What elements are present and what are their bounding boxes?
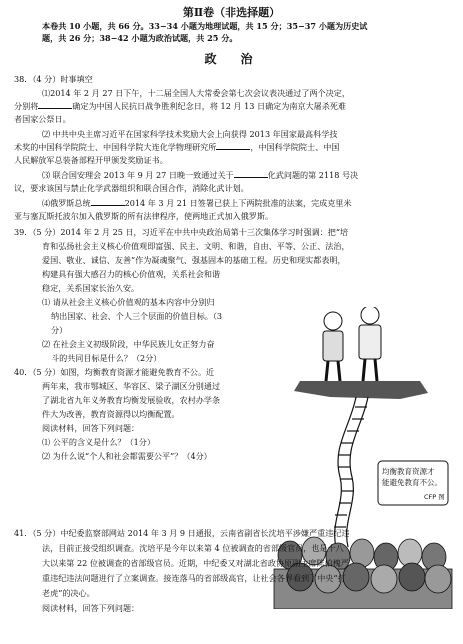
section-title: 政 治: [204, 52, 259, 66]
q38-3-line-2: 议，要求该国与禁止化学武器组织和联合国合作，消除化武计划。: [14, 183, 249, 193]
q40-line-6: ⑴ 公平的含义是什么？（1分）: [42, 437, 155, 447]
intro-line-1: 本卷共 10 小题，共 66 分。33−34 小题为地理试题，共 15 分；35−37 小题为历史试: [42, 21, 368, 31]
q38-3-line-1: [42, 170, 358, 180]
q40-line-4: 件大为改善，教育资源得以均衡配置。: [42, 409, 180, 419]
bubble-text-1: 均衡教育资源才: [382, 467, 435, 476]
q39-line-1: 39．（5 分）2014 年 2 月 25 日，习近平在中共中央政治局第十三次集体学习时强调：把“培: [14, 227, 349, 237]
q39-line-10: 斗的共同目标是什么？（2分）: [51, 353, 162, 363]
q38-2-text-b: ，中国科学院院士、中国: [250, 142, 340, 152]
figure-caption: CFP 图: [424, 493, 445, 501]
q40-line-7: ⑵ 为什么说“个人和社会都需要公平”？（4分）: [42, 451, 212, 461]
part-title: 第Ⅱ卷（非选择题）: [182, 6, 281, 19]
q38-1-line-1: ⑴2014 年 2 月 27 日下午，十二届全国人大常委会第七次会议表决通过了两个决定，: [42, 88, 350, 98]
q39-line-2: 育和弘扬社会主义核心价值观即富强、民主、文明、和谐，自由、平等、公正、法治，: [42, 241, 350, 251]
q40-line-5: 阅读材料，回答下列问题：: [42, 423, 140, 433]
q41-line-4: 重违纪违法问题进行了立案调查。接连落马的省部级高官，让社会各界看到了中央“打: [42, 573, 346, 583]
q38-1-text-b: 确定为中国人民抗日战争胜利纪念日，将 12 月 13 日确定为南京大屠杀死难: [72, 101, 347, 111]
q38-3-text-b: 化武问题的第 2118 号决: [267, 170, 359, 180]
q39-line-6: ⑴ 请从社会主义核心价值观的基本内容中分别归: [42, 297, 215, 307]
q38-4-text-a: ⑷俄罗斯总统: [42, 198, 91, 208]
q38-2-text-a: 术奖的中国科学院院士、中国科学院大连化学物理研究所: [14, 142, 217, 152]
figure-left: [323, 312, 343, 381]
q38-1-text-a: 分别将: [14, 101, 39, 111]
q39-line-3: 爱国、敬业、诚信、友善”作为凝魂聚气、强基固本的基础工程。历史和现实都表明，: [42, 255, 346, 265]
q41-line-3: 大以来第 22 位被调查的省部级官员。近期，中纪委又对湖北省政协原副主席陈柏槐严: [42, 558, 349, 568]
q39-line-8: 分）: [51, 325, 68, 335]
q41-line-6: 阅读材料，回答下列问题：: [42, 603, 140, 613]
bubble-text-2: 能避免教育不公。: [382, 478, 442, 487]
cliff-platform: [294, 381, 428, 399]
answer-blank[interactable]: [91, 198, 125, 206]
rope-ladder: [334, 397, 368, 547]
answer-blank[interactable]: [38, 101, 72, 109]
q39-line-9: ⑵ 在社会主义初级阶段，中华民族儿女正努力奋: [42, 339, 215, 349]
q38-2-line-1: ⑵ 中共中央主席习近平在国家科学技术奖励大会上向获得 2013 年国家最高科学技: [42, 129, 338, 139]
q39-line-5: 稳定，关系国家长治久安。: [42, 283, 140, 293]
q40-line-2: 两年来，我市鄂城区、华容区、梁子湖区分别通过: [42, 381, 221, 391]
q38-4-text-b: 2014 年 3 月 21 日签署已获上下两院批准的法案，完成克里米: [124, 198, 352, 208]
answer-blank[interactable]: [216, 142, 250, 150]
q38-4-line-2: 亚与塞瓦斯托波尔加入俄罗斯的所有法律程序，使两地正式加入俄罗斯。: [14, 211, 274, 221]
q40-line-3: 了湖北省九年义务教育均衡发展验收，农村办学条: [42, 395, 221, 405]
q39-line-4: 构建具有强大感召力的核心价值观，关系社会和谐: [42, 269, 221, 279]
answer-blank[interactable]: [234, 170, 268, 178]
q38-2-line-2: [14, 142, 339, 152]
q38-2-line-3: 人民解放军总装备部程开甲颁发奖励证书。: [14, 155, 168, 165]
q39-line-7: 纳出国家、社会、个人三个层面的价值目标。（3: [51, 311, 223, 321]
q38-1-line-3: 者国家公祭日。: [14, 114, 71, 124]
q38-4-line-1: [42, 198, 352, 208]
figure-right: [359, 307, 381, 381]
intro-line-2: 题，共 26 分；38−42 小题为政治试题，共 25 分。: [42, 33, 238, 43]
q41-line-1: 41．（5 分）中纪委监察部网站 2014 年 3 月 9 日通报，云南省副省长沈培平涉嫌严重违纪违: [14, 528, 350, 538]
q38-1-line-2: [14, 101, 346, 111]
q41-line-2: 法，目前正接受组织调查。沈培平是今年以来第 4 位被调查的省部级官员，也是十八: [42, 543, 344, 553]
q38-3-text-a: ⑶ 联合国安理会 2013 年 9 月 27 日晚一致通过关于: [42, 170, 234, 180]
q40-line-1: 40．（5 分）如图，均衡教育资源才能避免教育不公。近: [14, 367, 215, 377]
q41-line-5: 老虎”的决心。: [42, 588, 95, 598]
q38-head: 38．（4 分）时事填空: [14, 74, 93, 84]
